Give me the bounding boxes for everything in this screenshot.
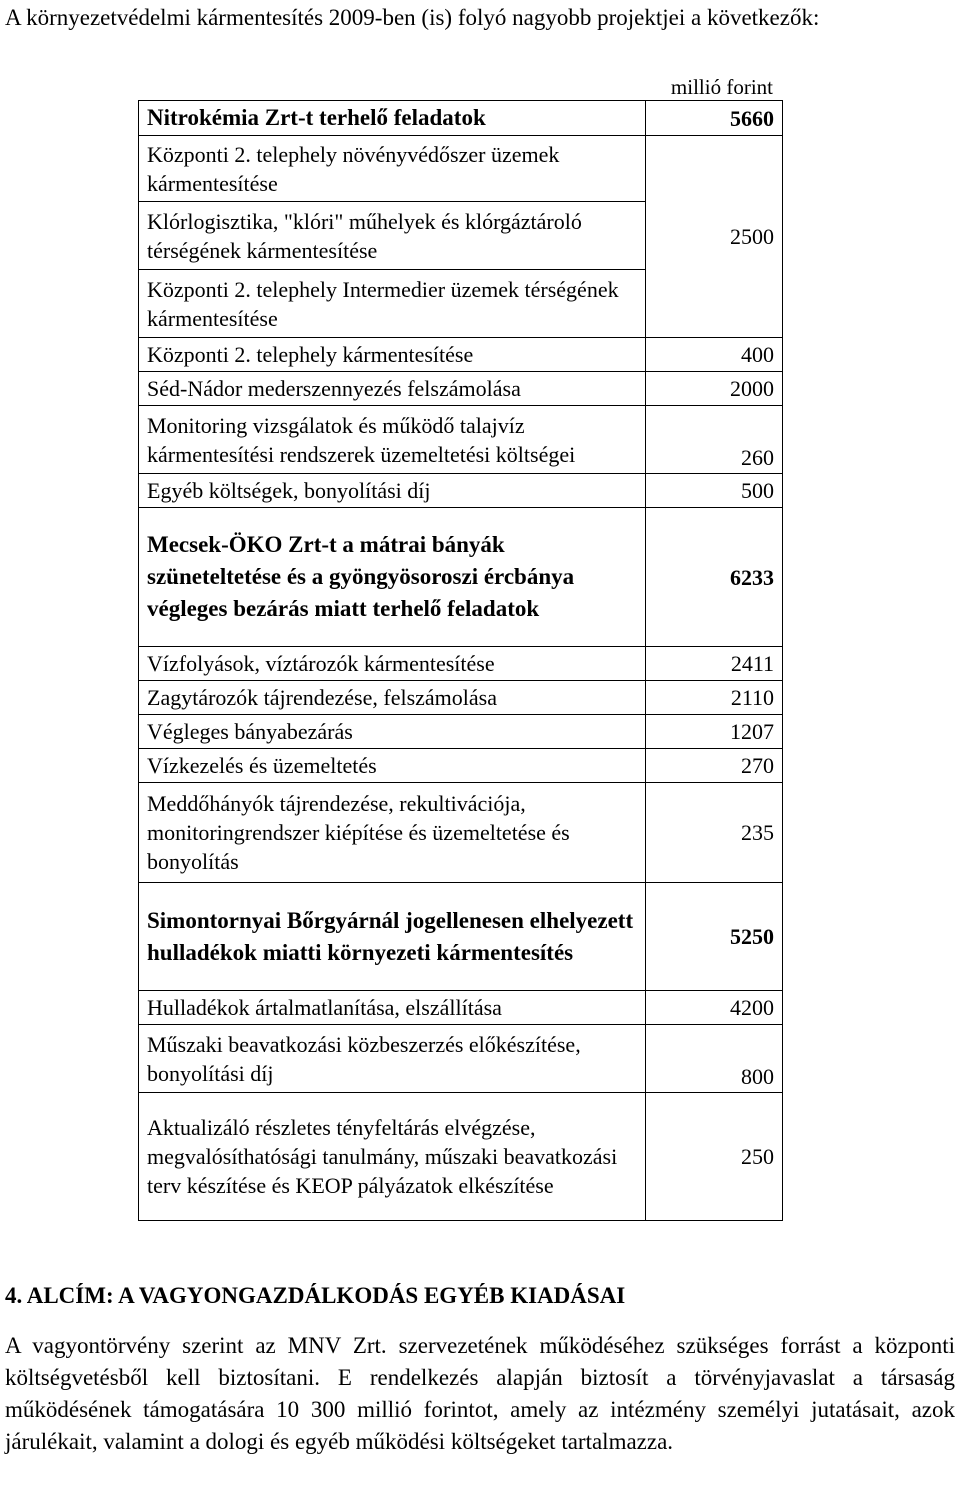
table-row — [139, 474, 783, 508]
row-value: 5660 — [646, 101, 783, 136]
row-value: 235 — [646, 783, 783, 883]
section-heading: 4. ALCÍM: A VAGYONGAZDÁLKODÁS EGYÉB KIADÁSAI — [5, 1283, 626, 1308]
row-label: Meddőhányók tájrendezése, rekultivációja, monitoringrendszer kiépítése és üzemeltetése és bonyolítás — [139, 783, 646, 883]
row-value: 800 — [646, 1025, 783, 1093]
row-value: 4200 — [646, 991, 783, 1025]
row-value: 500 — [646, 474, 783, 508]
row-label: Mecsek-ÖKO Zrt-t a mátrai bányák szüneteltetése és a gyöngyösoroszi ércbánya végleges bezárás miatt terhelő feladatok — [139, 508, 646, 647]
row-value: 5250 — [646, 883, 783, 991]
table-row — [139, 883, 783, 991]
table-row — [139, 783, 783, 883]
row-value: 6233 — [646, 508, 783, 647]
table-row — [139, 338, 783, 372]
table-row — [139, 681, 783, 715]
row-label: Központi 2. telephely kármentesítése — [139, 338, 646, 372]
table-row — [139, 372, 783, 406]
group-value: 2500 — [646, 136, 783, 338]
row-value: 270 — [646, 749, 783, 783]
row-label: Műszaki beavatkozási közbeszerzés előkészítése, bonyolítási díj — [139, 1025, 646, 1093]
table-row — [139, 1093, 783, 1221]
row-label: Végleges bányabezárás — [139, 715, 646, 749]
table-row — [139, 406, 783, 474]
table-row — [139, 991, 783, 1025]
row-label: Nitrokémia Zrt-t terhelő feladatok — [139, 101, 646, 136]
row-label: Zagytározók tájrendezése, felszámolása — [139, 681, 646, 715]
row-value: 260 — [646, 406, 783, 474]
intro-text: A környezetvédelmi kármentesítés 2009-ben (is) folyó nagyobb projektjei a következők: — [5, 5, 820, 30]
row-value: 2000 — [646, 372, 783, 406]
row-label: Hulladékok ártalmatlanítása, elszállítása — [139, 991, 646, 1025]
row-label: Aktualizáló részletes tényfeltárás elvégzése, megvalósíthatósági tanulmány, műszaki beavatkozási terv készítése és KEOP pályázatok elkészítése — [139, 1093, 646, 1221]
row-label: Vízfolyások, víztározók kármentesítése — [139, 647, 646, 681]
row-value: 250 — [646, 1093, 783, 1221]
budget-table — [138, 100, 783, 1221]
row-label: Központi 2. telephely növényvédőszer üzemek kármentesítése — [139, 136, 646, 202]
table-row — [139, 749, 783, 783]
row-label: Egyéb költségek, bonyolítási díj — [139, 474, 646, 508]
row-value: 1207 — [646, 715, 783, 749]
row-label: Simontornyai Bőrgyárnál jogellenesen elhelyezett hulladékok miatti környezeti kármentesítés — [139, 883, 646, 991]
row-label: Vízkezelés és üzemeltetés — [139, 749, 646, 783]
row-label: Séd-Nádor mederszennyezés felszámolása — [139, 372, 646, 406]
table-row — [139, 101, 783, 136]
table-row — [139, 715, 783, 749]
row-label: Monitoring vizsgálatok és működő talajvíz kármentesítési rendszerek üzemeltetési költségei — [139, 406, 646, 474]
table-row — [139, 647, 783, 681]
row-label: Központi 2. telephely Intermedier üzemek térségének kármentesítése — [139, 270, 646, 338]
table-row — [139, 508, 783, 647]
table-row — [139, 1025, 783, 1093]
row-label: Klórlogisztika, "klóri" műhelyek és klórgáztároló térségének kármentesítése — [139, 202, 646, 270]
row-value: 400 — [646, 338, 783, 372]
body-paragraph: A vagyontörvény szerint az MNV Zrt. szervezetének működéséhez szükséges forrást a központi költségvetésből kell biztosítani. E rendelkezés alapján biztosít a törvényjavaslat a társaság működésének támogatására 10 300 millió forintot, amely az intézmény személyi jutatásait, azok járulékait, valamint a dologi és egyéb működési költségeket tartalmazza. — [5, 1333, 955, 1454]
row-value: 2110 — [646, 681, 783, 715]
unit-label: millió forint — [670, 75, 773, 99]
table-row — [139, 136, 783, 202]
row-value: 2411 — [646, 647, 783, 681]
